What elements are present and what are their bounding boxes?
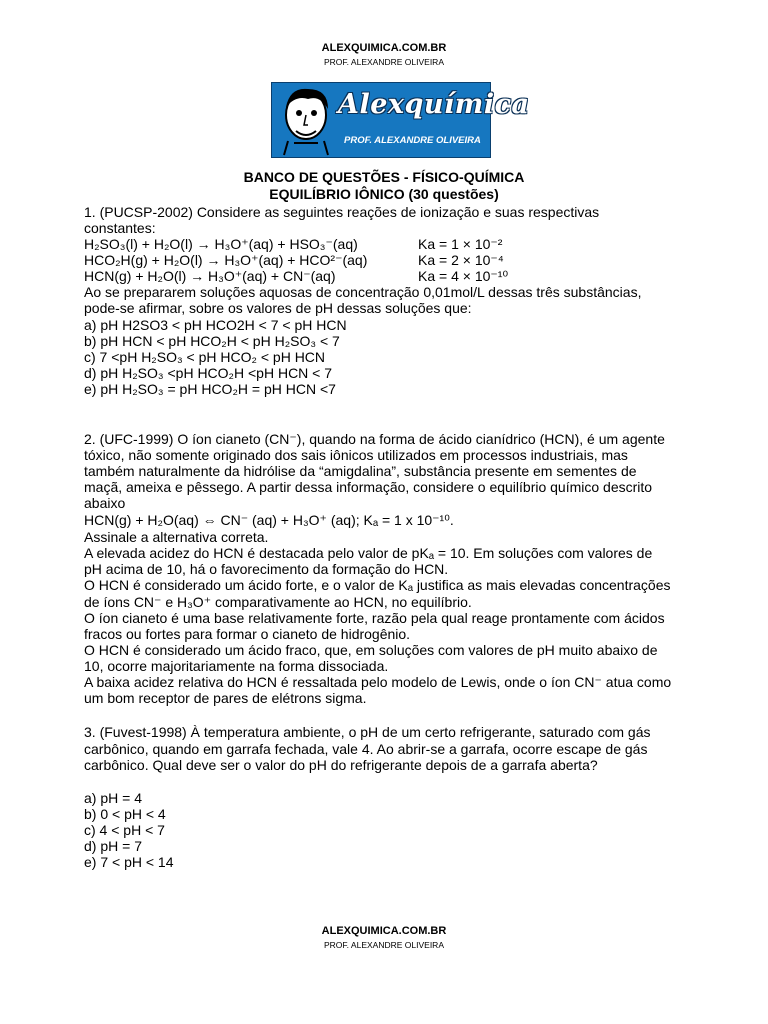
q1-option-a: a) pH H2SO3 < pH HCO2H < 7 < pH HCN [84, 317, 347, 333]
q3-option-b: b) 0 < pH < 4 [84, 806, 166, 822]
q2-alternative: O HCN é considerado um ácido forte, e o valor de Kₐ justifica as mais elevadas concentrações [84, 577, 671, 593]
alexquimica-logo [271, 82, 530, 158]
doc-subtitle: EQUILÍBRIO IÔNICO (30 questões) [269, 186, 499, 202]
q2-alternative: O íon cianeto é uma base relativamente forte, razão pela qual reage prontamente com ácidos [84, 610, 665, 626]
q2-alternative: A baixa acidez relativa do HCN é ressaltada pelo modelo de Lewis, onde o íon CN⁻ atua como [84, 674, 672, 690]
q1-text: Ao se prepararem soluções aquosas de concentração 0,01mol/L dessas três substâncias, [84, 284, 642, 300]
q1-intro-cont: constantes: [84, 220, 156, 236]
q2-instruction: Assinale a alternativa correta. [84, 529, 269, 545]
q2-line: 2. (UFC-1999) O íon cianeto (CN⁻), quando na forma de ácido cianídrico (HCN), é um agente [84, 431, 665, 447]
q2-alternative: O HCN é considerado um ácido fraco, que, em soluções com valores de pH muito abaixo de [84, 642, 658, 658]
q1-option-e: e) pH H₂SO₃ = pH HCO₂H = pH HCN <7 [84, 381, 336, 397]
q2-line: tóxico, não somente originado dos sais iônicos utilizados em processos industriais, mas [84, 447, 628, 463]
q1-ka-1: Ka = 1 × 10⁻² [418, 236, 503, 252]
header-site: ALEXQUIMICA.COM.BR [321, 42, 447, 54]
q1-ka-3: Ka = 4 × 10⁻¹⁰ [418, 268, 509, 284]
q1-reaction-2: HCO₂H(g) + H₂O(l) → H₃O⁺(aq) + HCO²⁻(aq) [84, 252, 368, 268]
q1-ka-2: Ka = 2 × 10⁻⁴ [418, 252, 504, 268]
q2-alternative: um bom receptor de pares de elétrons sigma. [84, 690, 367, 706]
q2-line: abaixo [84, 495, 126, 511]
header-prof: PROF. ALEXANDRE OLIVEIRA [324, 57, 444, 67]
doc-title: BANCO DE QUESTÕES - FÍSICO-QUÍMICA [243, 169, 525, 185]
q2-alternative: fracos ou fortes para formar o cianeto de hidrogênio. [84, 626, 411, 642]
q1-option-b: b) pH HCN < pH HCO₂H < pH H₂SO₃ < 7 [84, 333, 340, 349]
logo-subtitle: PROF. ALEXANDRE OLIVEIRA [344, 135, 481, 146]
q3-option-a: a) pH = 4 [84, 790, 142, 806]
q2-alternative: pH acima de 10, há o favorecimento da formação do HCN. [84, 561, 449, 577]
q2-alternative: 10, ocorre majoritariamente na forma dissociada. [84, 658, 389, 674]
q3-line: carbônico, quando em garrafa fechada, vale 4. Ao abrir-se a garrafa, ocorre escape de gás [84, 741, 648, 757]
q1-reaction-3: HCN(g) + H₂O(l) → H₃O⁺(aq) + CN⁻(aq) [84, 268, 336, 284]
q2-line: maçã, ameixa e pêssego. A partir dessa informação, considere o equilíbrio químico descrito [84, 479, 653, 495]
q1-option-c: c) 7 <pH H₂SO₃ < pH HCO₂ < pH HCN [84, 349, 326, 365]
q3-option-c: c) 4 < pH < 7 [84, 822, 165, 838]
footer-site: ALEXQUIMICA.COM.BR [321, 925, 447, 937]
logo-title: Alexquímica [338, 89, 530, 120]
q3-line: 3. (Fuvest-1998) À temperatura ambiente, o pH de um certo refrigerante, saturado com gás [84, 724, 651, 740]
footer-prof: PROF. ALEXANDRE OLIVEIRA [324, 940, 444, 950]
q2-alternative: de íons CN⁻ e H₃O⁺ comparativamente ao HCN, no equilíbrio. [84, 594, 472, 610]
q3-line: carbônico. Qual deve ser o valor do pH do refrigerante depois de a garrafa aberta? [84, 757, 598, 773]
q3-option-d: d) pH = 7 [84, 838, 142, 854]
q2-equilibrium: HCN(g) + H₂O(aq) ⇔ CN⁻ (aq) + H₃O⁺ (aq); Kₐ = 1 x 10⁻¹⁰. [84, 512, 454, 528]
q1-intro: 1. (PUCSP-2002) Considere as seguintes reações de ionização e suas respectivas [84, 204, 600, 220]
q3-option-e: e) 7 < pH < 14 [84, 854, 174, 870]
q1-reaction-1: H₂SO₃(l) + H₂O(l) → H₃O⁺(aq) + HSO₃⁻(aq) [84, 236, 358, 252]
caricature-icon [274, 85, 338, 155]
q1-option-d: d) pH H₂SO₃ <pH HCO₂H <pH HCN < 7 [84, 365, 333, 381]
q2-line: também naturalmente da hidrólise da “amigdalina”, substância presente em sementes de [84, 463, 637, 479]
q2-alternative: A elevada acidez do HCN é destacada pelo valor de pKₐ = 10. Em soluções com valores de [84, 545, 653, 561]
q1-text-cont: pode-se afirmar, sobre os valores de pH dessas soluções que: [84, 300, 472, 316]
